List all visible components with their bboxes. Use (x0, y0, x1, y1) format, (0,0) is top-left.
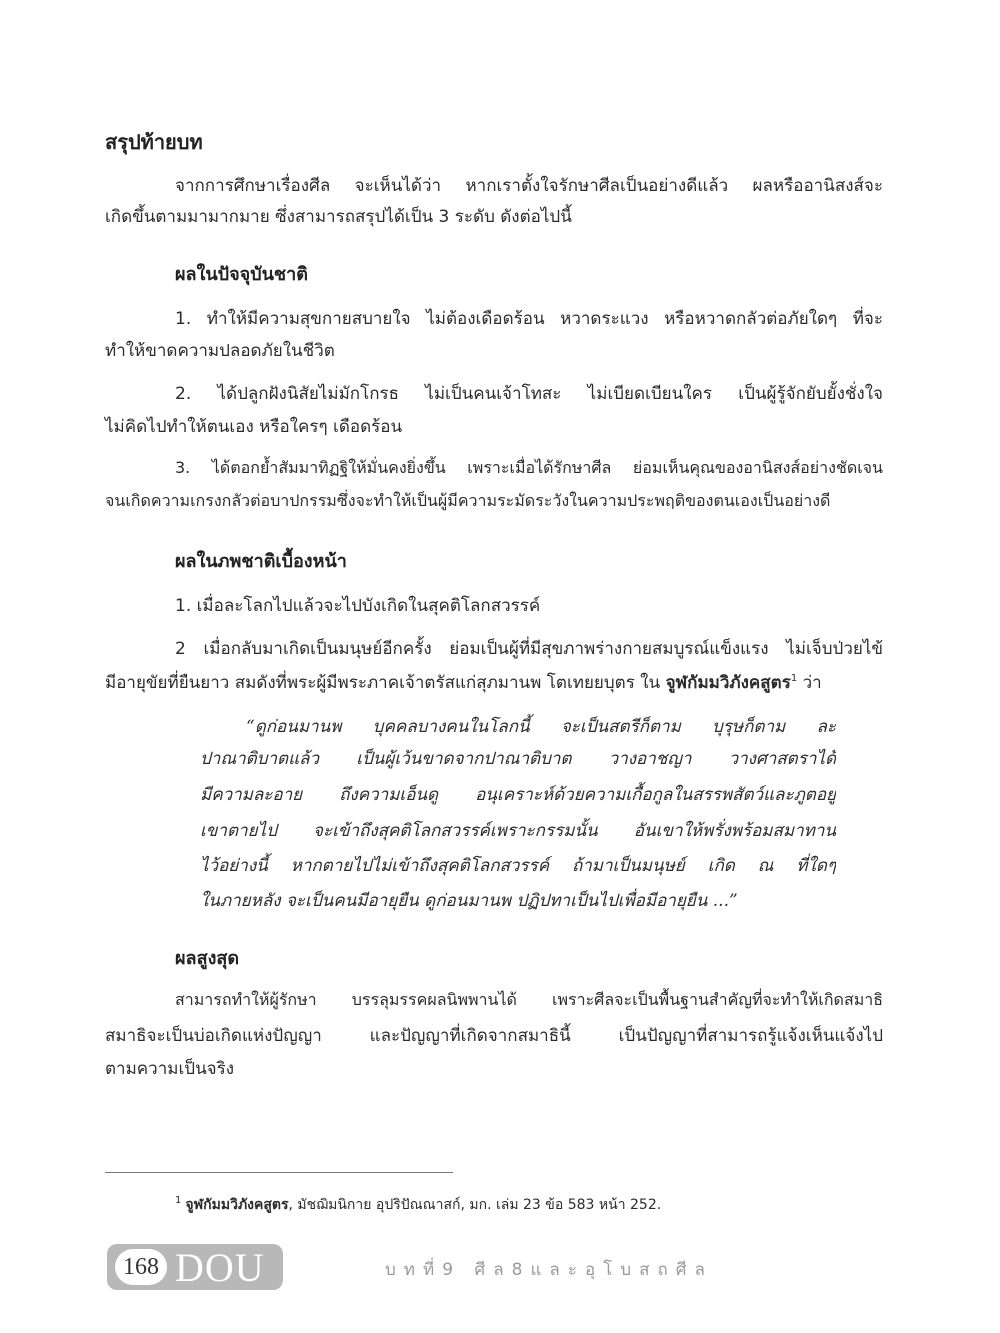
intro-line-2: เกิดขึ้นตามมามากมาย ซึ่งสามารถสรุปได้เป็น 3 ระดับ ดังต่อไปนี้ (105, 207, 572, 227)
next-life-item2-line1: 2 เมื่อกลับมาเกิดเป็นมนุษย์อีกครั้ง ย่อมเป็นผู้ที่มีสุขภาพร่างกายสมบูรณ์แข็งแรง ไม่เจ็บป่วยไข้ (175, 639, 883, 659)
quote-line-2: ปาณาติบาตแล้ว เป็นผู้เว้นขาดจากปาณาติบาต วางอาชญา วางศาสตราได้ (200, 749, 836, 769)
footnote-ref: 1 (790, 673, 798, 684)
page-number: 168 (115, 1249, 167, 1285)
next-life-item2-text: มีอายุขัยที่ยืนยาว สมดังที่พระผู้มีพระภาคเจ้าตรัสแก่สุภมานพ โตเทยยบุตร ใน (105, 673, 666, 693)
present-item2-line1: 2. ได้ปลูกฝังนิสัยไม่มักโกรธ ไม่เป็นคนเจ้าโทสะ ไม่เบียดเบียนใคร เป็นผู้รู้จักยับยั้งชั่งใจ (175, 384, 883, 404)
present-life-title: ผลในปัจจุบันชาติ (175, 264, 308, 285)
section-title: สรุปท้ายบท (105, 130, 203, 154)
footer-badge (107, 1244, 283, 1290)
highest-result-title: ผลสูงสุด (175, 948, 240, 969)
quote-line-3: มีความละอาย ถึงความเอ็นดู อนุเคราะห์ด้วยความเกื้อกูลในสรรพสัตว์และภูตอยู่ (200, 785, 836, 805)
present-item3-line2: จนเกิดความเกรงกลัวต่อบาปกรรมซึ่งจะทำให้เป็นผู้มีความระมัดระวังในความประพฤติของตนเองเป็นอย่างดี (105, 491, 831, 510)
next-life-item2-tail: ว่า (797, 673, 822, 693)
next-life-item2-line2 (105, 669, 822, 696)
highest-line-2: สมาธิจะเป็นบ่อเกิดแห่งปัญญา และปัญญาที่เกิดจากสมาธินี้ เป็นปัญญาที่สามารถรู้แจ้งเห็นแจ้งไป (105, 1026, 883, 1046)
footnote-text: , มัชฌิมนิกาย อุปริปัณณาสก์, มก. เล่ม 23 ข้อ 583 หน้า 252. (288, 1197, 662, 1213)
quote-line-1: “ดูก่อนมานพ บุคคลบางคนในโลกนี้ จะเป็นสตรีก็ตาม บุรุษก็ตาม ละ (246, 717, 836, 737)
brand-logo-text: DOU (175, 1245, 265, 1290)
running-title: บทที่9 ศีล8และอุโบสถศีล (385, 1260, 713, 1280)
quote-line-6: ในภายหลัง จะเป็นคนมีอายุยืน ดูก่อนมานพ ปฏิปทาเป็นไปเพื่อมีอายุยืน ...” (200, 891, 738, 911)
footnote-title: จูฬกัมมวิภังคสูตร (185, 1197, 289, 1213)
quote-line-4: เขาตายไป จะเข้าถึงสุคติโลกสวรรค์เพราะกรรมนั้น อันเขาให้พรั่งพร้อมสมาทาน (200, 821, 836, 841)
intro-line-1: จากการศึกษาเรื่องศีล จะเห็นได้ว่า หากเราตั้งใจรักษาศีลเป็นอย่างดีแล้ว ผลหรืออานิสงส์จะ (175, 176, 883, 196)
footnote (175, 1194, 661, 1216)
sutta-name: จูฬกัมมวิภังคสูตร (665, 673, 791, 693)
highest-line-3: ตามความเป็นจริง (105, 1059, 235, 1079)
footnote-mark: 1 (175, 1195, 182, 1206)
next-life-item1: 1. เมื่อละโลกไปแล้วจะไปบังเกิดในสุคติโลกสวรรค์ (175, 596, 541, 616)
present-item1-line1: 1. ทำให้มีความสุขกายสบายใจ ไม่ต้องเดือดร้อน หวาดระแวง หรือหวาดกลัวต่อภัยใดๆ ที่จะ (175, 309, 883, 329)
quote-line-5: ไว้อย่างนี้ หากตายไปไม่เข้าถึงสุคติโลกสวรรค์ ถ้ามาเป็นมนุษย์ เกิด ณ ที่ใดๆ (200, 856, 836, 876)
present-item1-line2: ทำให้ขาดความปลอดภัยในชีวิต (105, 341, 335, 361)
footnote-divider (105, 1172, 453, 1173)
next-life-title: ผลในภพชาติเบื้องหน้า (175, 551, 347, 572)
present-item3-line1: 3. ได้ตอกย้ำสัมมาทิฏฐิให้มั่นคงยิ่งขึ้น เพราะเมื่อได้รักษาศีล ย่อมเห็นคุณของอานิสงส์อย่างชัดเจน (175, 458, 883, 477)
present-item2-line2: ไม่คิดไปทำให้ตนเอง หรือใครๆ เดือดร้อน (105, 417, 403, 437)
highest-line-1: สามารถทำให้ผู้รักษา บรรลุมรรคผลนิพพานได้ เพราะศีลจะเป็นพื้นฐานสำคัญที่จะทำให้เกิดสมาธิ (175, 990, 883, 1009)
